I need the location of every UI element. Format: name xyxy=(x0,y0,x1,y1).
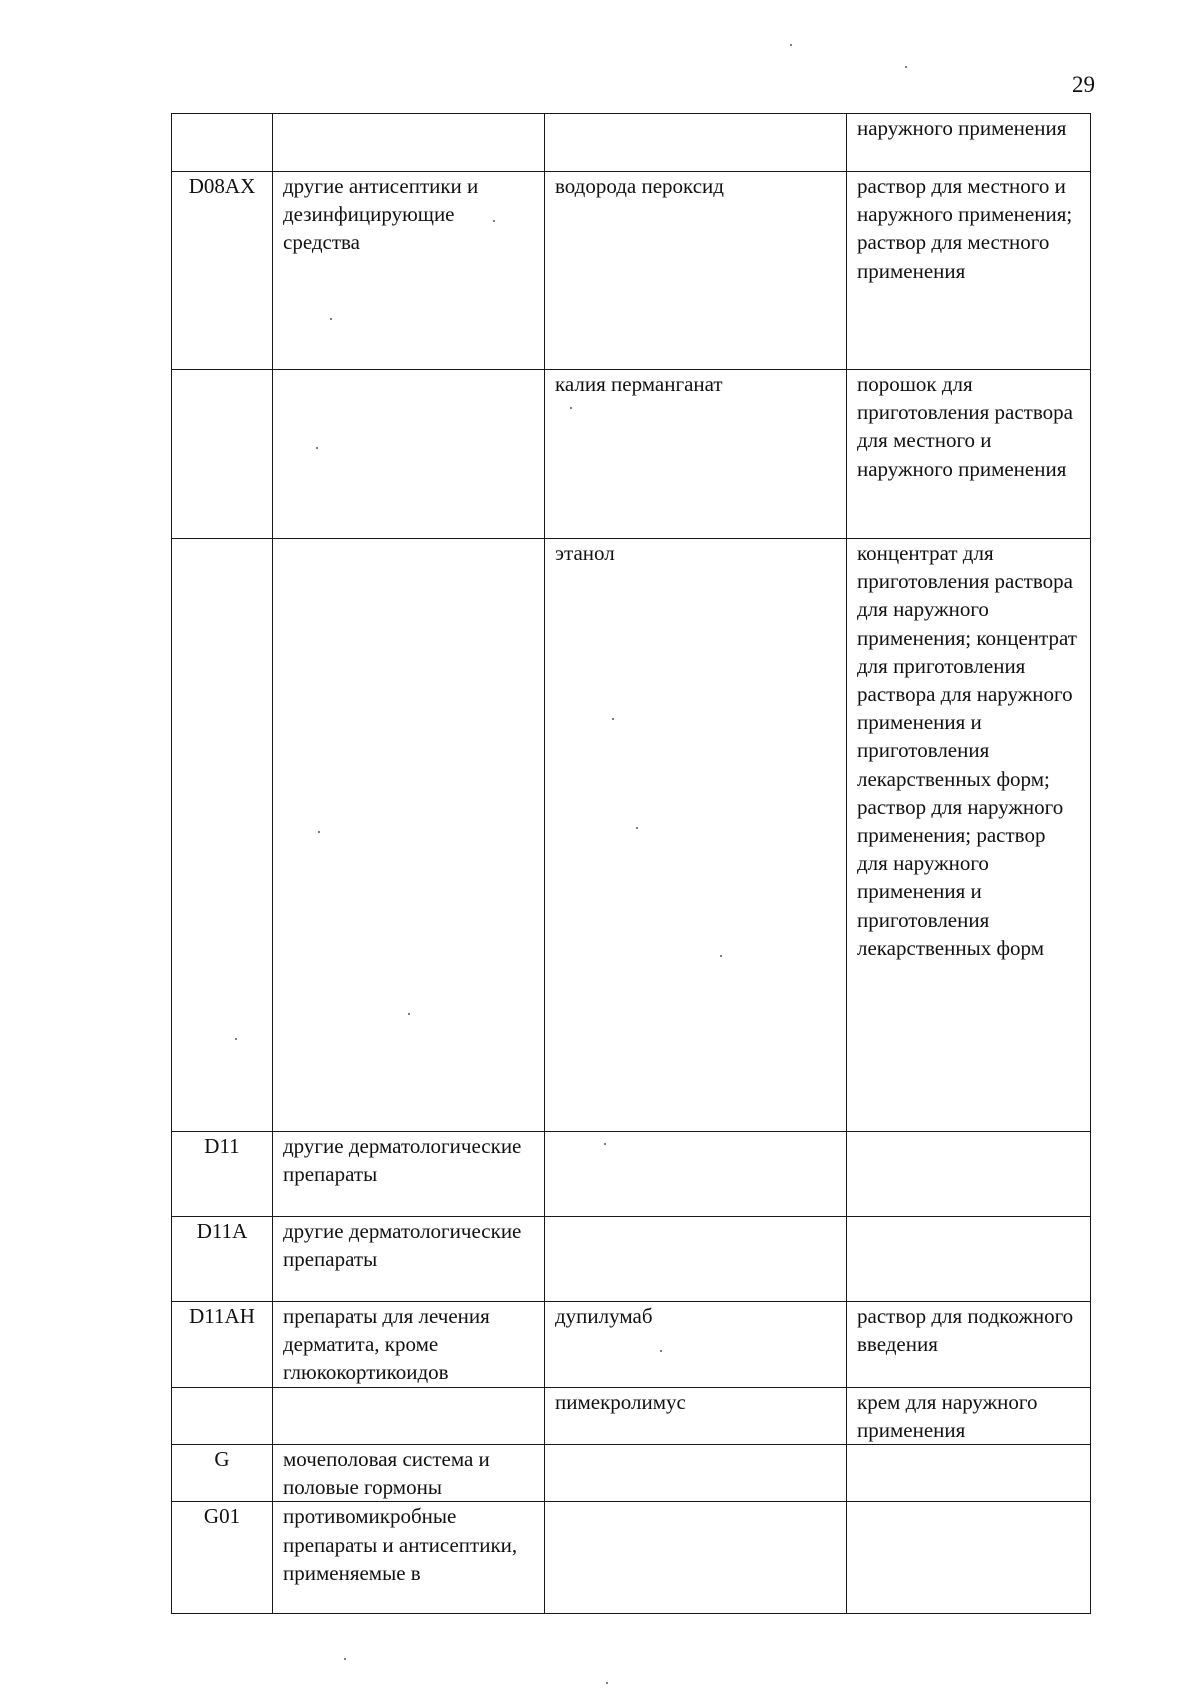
substance-cell: дупилумаб xyxy=(545,1302,847,1388)
group-name-cell xyxy=(273,370,545,539)
substance-cell: калия перманганат xyxy=(545,370,847,539)
scan-speck xyxy=(408,1013,410,1015)
dosage-form-cell xyxy=(847,1502,1091,1614)
dosage-form-cell: раствор для местного и наружного применения; раствор для местного применения xyxy=(847,172,1091,370)
substance-cell xyxy=(545,114,847,172)
scan-speck xyxy=(905,66,907,68)
scan-speck xyxy=(604,1143,606,1145)
scan-speck xyxy=(316,447,318,449)
substance-cell: этанол xyxy=(545,539,847,1132)
group-name-cell: другие дерматологические препараты xyxy=(273,1132,545,1217)
atc-code-cell: D11 xyxy=(172,1132,273,1217)
scan-speck xyxy=(660,1350,662,1352)
group-name-cell: противомикробные препараты и антисептики, применяемые в xyxy=(273,1502,545,1614)
table-row xyxy=(172,1217,1091,1302)
scan-speck xyxy=(235,1038,237,1040)
substance-cell: водорода пероксид xyxy=(545,172,847,370)
atc-code-cell xyxy=(172,370,273,539)
table-row xyxy=(172,370,1091,539)
scan-speck xyxy=(720,955,722,957)
table-row xyxy=(172,539,1091,1132)
dosage-form-cell: концентрат для приготовления раствора для наружного применения; концентрат для приготовления раствора для наружного применения и приготовления лекарственных форм; раствор для наружного применения; раствор для наружного применения и приготовления лекарственных форм xyxy=(847,539,1091,1132)
group-name-cell: мочеполовая система и половые гормоны xyxy=(273,1445,545,1502)
atc-code-cell: G xyxy=(172,1445,273,1502)
scan-speck xyxy=(318,831,320,833)
dosage-form-cell: наружного применения xyxy=(847,114,1091,172)
table-row xyxy=(172,114,1091,172)
dosage-form-cell: крем для наружного применения xyxy=(847,1387,1091,1444)
group-name-cell: другие антисептики и дезинфицирующие средства xyxy=(273,172,545,370)
substance-cell xyxy=(545,1445,847,1502)
dosage-form-cell: раствор для подкожного введения xyxy=(847,1302,1091,1388)
atc-code-cell xyxy=(172,1387,273,1444)
group-name-cell xyxy=(273,1387,545,1444)
page-number: 29 xyxy=(1072,72,1095,97)
scan-speck xyxy=(344,1658,346,1660)
atc-code-cell: D11AH xyxy=(172,1302,273,1388)
atc-code-cell: D08AX xyxy=(172,172,273,370)
atc-code-cell xyxy=(172,539,273,1132)
atc-code-cell: G01 xyxy=(172,1502,273,1614)
table-row xyxy=(172,1502,1091,1614)
table-row xyxy=(172,1445,1091,1502)
table-row xyxy=(172,1132,1091,1217)
atc-code-cell: D11A xyxy=(172,1217,273,1302)
scan-speck xyxy=(493,220,495,222)
table-row xyxy=(172,172,1091,370)
substance-cell xyxy=(545,1502,847,1614)
scan-speck xyxy=(330,318,332,320)
dosage-form-cell xyxy=(847,1132,1091,1217)
dosage-form-cell xyxy=(847,1445,1091,1502)
substance-cell xyxy=(545,1217,847,1302)
substance-cell: пимекролимус xyxy=(545,1387,847,1444)
scan-speck xyxy=(570,407,572,409)
group-name-cell: препараты для лечения дерматита, кроме глюкокортикоидов xyxy=(273,1302,545,1388)
dosage-form-cell: порошок для приготовления раствора для местного и наружного применения xyxy=(847,370,1091,539)
substance-cell xyxy=(545,1132,847,1217)
dosage-form-cell xyxy=(847,1217,1091,1302)
group-name-cell: другие дерматологические препараты xyxy=(273,1217,545,1302)
group-name-cell xyxy=(273,539,545,1132)
scan-speck xyxy=(636,827,638,829)
scan-speck xyxy=(612,718,614,720)
table-row xyxy=(172,1387,1091,1444)
scan-speck xyxy=(790,44,792,46)
group-name-cell xyxy=(273,114,545,172)
drug-classification-table xyxy=(171,113,1091,1614)
scan-speck xyxy=(606,1682,608,1684)
table-row xyxy=(172,1302,1091,1388)
atc-code-cell xyxy=(172,114,273,172)
